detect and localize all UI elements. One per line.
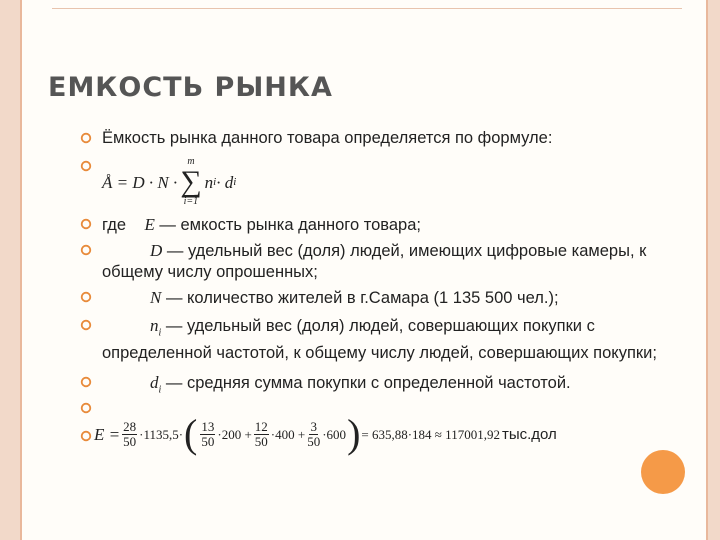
list-item: где E — емкость рынка данного товара; — [80, 214, 680, 238]
bullet-icon — [80, 430, 92, 442]
list-item — [80, 411, 680, 457]
list-item — [80, 128, 680, 152]
unit-label: тыс.дол — [501, 425, 557, 443]
list-item: $n_i$ — удельный вес (доля) людей, совершающих покупки с определенной частотой, к общему числу людей, совершающих покупки; — [80, 315, 680, 364]
bullet-icon — [80, 376, 92, 388]
bullet-icon — [80, 319, 92, 331]
list-item: D — удельный вес (доля) людей, имеющих цифровые камеры, к общему числу опрошенных; — [80, 240, 680, 283]
bullet-icon — [80, 291, 92, 303]
bullet-icon — [80, 132, 92, 144]
bullet-icon — [80, 402, 92, 414]
calculation-formula: E = $\frac{28}{50}$ ·1135,5· ( $\frac{13}{50}$ ·200 + $\frac{12}{50}$ ·400 + $\frac{3}{50}$ ·600 ) = 635,88·184 ≈ 117001,92 тыс.дол — [94, 411, 557, 457]
list-item — [80, 156, 680, 208]
sum-symbol: m ∑ i=1 — [180, 156, 202, 207]
bullet-list — [80, 128, 680, 457]
slide-title: ЕМКОСТЬ РЫНКА — [48, 72, 333, 103]
orange-circle-decoration — [641, 450, 685, 494]
right-frame-border — [706, 0, 720, 540]
right-frame-line — [706, 0, 708, 540]
left-frame-border — [0, 0, 22, 540]
intro-text: Ёмкость рынка данного товара определяется по формуле: — [102, 129, 553, 147]
list-item: $d_i$ — средняя сумма покупки с определенной частотой. — [80, 372, 680, 396]
market-capacity-formula: Å = D · N · m ∑ i=1 n i · d i — [102, 156, 237, 207]
bullet-icon — [80, 160, 92, 172]
bullet-icon — [80, 244, 92, 256]
list-item: N — количество жителей в г.Самара (1 135 500 чел.); — [80, 287, 680, 309]
bullet-icon — [80, 218, 92, 230]
top-decoration — [52, 0, 682, 9]
